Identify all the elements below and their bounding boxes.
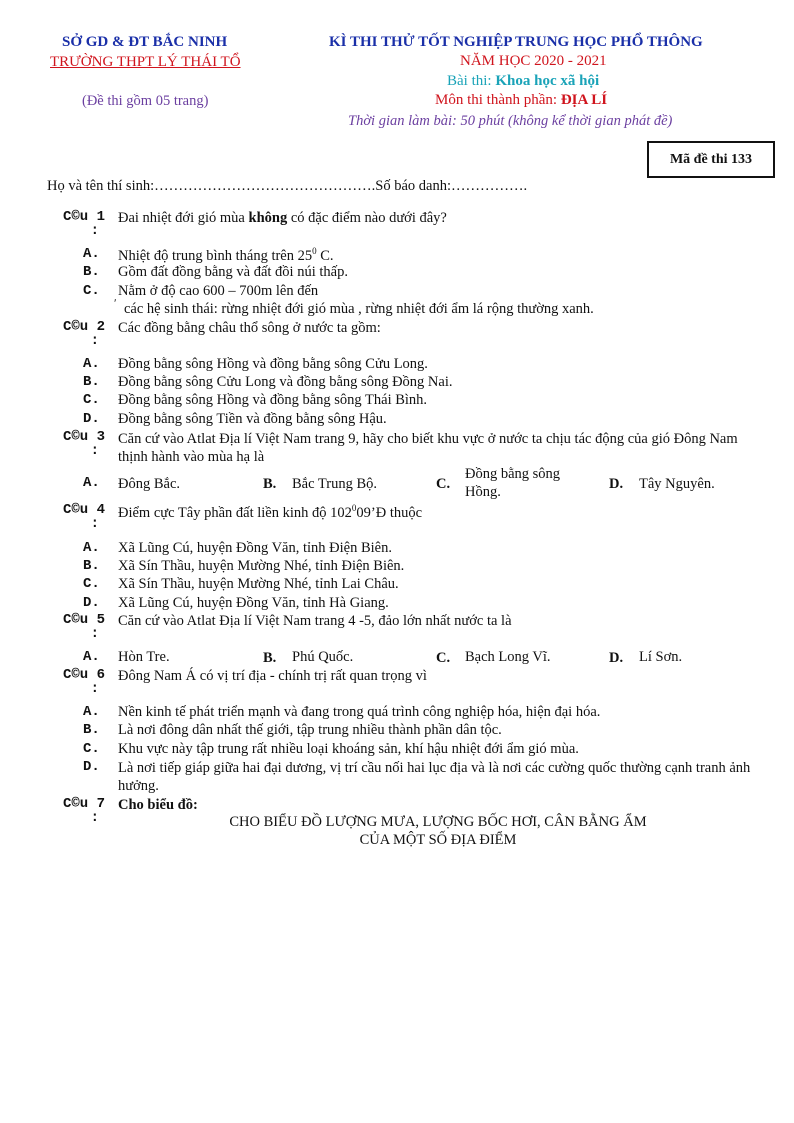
exam-line (447, 73, 599, 90)
question-prefix: C©u (62, 209, 89, 225)
option-text: Xã Lũng Cú, huyện Đồng Văn, tỉnh Điện Biên. (118, 540, 392, 556)
option-label: D. (83, 411, 100, 427)
option-text: Đông Bắc. (118, 476, 181, 492)
question-label (55, 797, 105, 825)
question-stem: Các đồng bằng châu thổ sông ở nước ta gồm: (118, 320, 381, 336)
stem-part: Đai nhiệt đới gió mùa (118, 210, 249, 226)
option-text: Gồm đất đồng bằng và đất đồi núi thấp. (118, 264, 348, 280)
stem-part: 09’Đ thuộc (356, 504, 423, 521)
question-number: 5 (96, 612, 105, 628)
pages-note: (Đề thi gồm 05 trang) (82, 93, 209, 109)
option-text: Đồng bằng sông Hồng và đồng bằng sông Thái Bình. (118, 392, 428, 408)
student-info-line: Họ và tên thí sinh:……………………………………….Số báo danh:……………. (47, 178, 528, 194)
question-number: 3 (96, 429, 105, 445)
degree-sup: 0 (312, 246, 317, 256)
degree-sup: 0 (351, 503, 357, 513)
question-number: 2 (96, 319, 105, 335)
question-prefix: C©u (62, 319, 89, 335)
option-text: Xã Sín Thầu, huyện Mường Nhé, tỉnh Lai Châu. (118, 576, 399, 592)
question-stem: Cho biểu đồ: (118, 797, 198, 813)
question-label (55, 430, 105, 458)
question-colon: : (90, 443, 99, 459)
option-label: A. (83, 540, 100, 556)
option-label: C. (83, 392, 100, 408)
question-stem (118, 210, 447, 227)
option-text: Lí Sơn. (639, 649, 683, 665)
option-text: Bắc Trung Bộ. (292, 476, 378, 492)
option-text (118, 246, 334, 265)
option-text: Xã Lũng Cú, huyện Đồng Văn, tỉnh Hà Giang. (118, 595, 389, 611)
school-year: NĂM HỌC 2020 - 2021 (460, 53, 607, 69)
time-note: Thời gian làm bài: 50 phút (không kể thời gian phát đề) (348, 113, 673, 129)
option-text: Khu vực này tập trung rất nhiều loại khoáng sản, khí hậu nhiệt đới ẩm gió mùa. (118, 741, 579, 757)
chart-title-line: CỦA MỘT SỐ ĐỊA ĐIỂM (359, 832, 517, 848)
option-label: C. (436, 476, 451, 492)
question-stem: Căn cứ vào Atlat Địa lí Việt Nam trang 9, hãy cho biết khu vực ở nước ta chịu tác động của gió Đông Nam thịnh hành vào mùa hạ là (118, 431, 738, 465)
dept-name: SỞ GD & ĐT BẮC NINH (62, 34, 228, 50)
option-label: D. (83, 759, 100, 775)
option-text: Là nơi tiếp giáp giữa hai đại dương, vị trí cầu nối hai lục địa và là nơi các cường quốc thường cạnh tranh ảnh hưởng. (118, 760, 751, 794)
option-label: B. (83, 722, 100, 738)
question-label (55, 613, 105, 641)
option-label: A. (83, 704, 100, 720)
option-text: Là nơi đông dân nhất thế giới, tập trung nhiều thành phần dân tộc. (118, 722, 502, 738)
question-colon: : (90, 223, 99, 239)
option-part: C. (316, 247, 334, 264)
question-colon: : (90, 810, 99, 826)
option-text: Đồng bằng sông Tiền và đồng bằng sông Hậu. (118, 411, 387, 427)
exam-subject: Khoa học xã hội (495, 73, 600, 89)
school-name: TRƯỜNG THPT LÝ THÁI TỔ (50, 54, 241, 70)
exam-code-box (647, 141, 775, 178)
question-label (55, 210, 105, 238)
option-text: Đồng bằng sông Cửu Long và đồng bằng sông Đồng Nai. (118, 374, 453, 390)
component-line (435, 92, 607, 109)
option-label: B. (263, 650, 277, 666)
option-label: A. (83, 475, 100, 491)
option-label: D. (83, 595, 100, 611)
component-subject: ĐỊA LÍ (560, 92, 608, 108)
option-text: Tây Nguyên. (639, 476, 715, 492)
question-number: 6 (96, 667, 105, 683)
question-colon: : (90, 516, 99, 532)
option-label: C. (83, 283, 100, 299)
option-label: D. (609, 476, 624, 492)
question-number: 1 (96, 209, 105, 225)
option-text: các hệ sinh thái: rừng nhiệt đới gió mùa , rừng nhiệt đới ẩm lá rộng thường xanh. (124, 301, 594, 317)
option-text: Bạch Long Vĩ. (465, 649, 551, 665)
question-prefix: C©u (62, 612, 89, 628)
option-text: Đồng bằng sông (465, 466, 561, 482)
component-label: Môn thi thành phần: (435, 92, 561, 108)
option-label: C. (83, 741, 100, 757)
exam-code: Mã đề thi 133 (669, 151, 753, 167)
stem-bold: không (248, 210, 288, 226)
question-stem (118, 503, 422, 522)
option-text: Nền kinh tế phát triển mạnh và đang trong quá trình công nghiệp hóa, hiện đại hóa. (118, 704, 601, 720)
question-number: 4 (96, 502, 105, 518)
exam-label: Bài thi: (447, 73, 496, 89)
option-text: Xã Sín Thầu, huyện Mường Nhé, tỉnh Điện Biên. (118, 558, 405, 574)
option-label: A. (83, 649, 100, 665)
option-label: A. (83, 356, 100, 372)
question-label (55, 668, 105, 696)
option-text: Nằm ở độ cao 600 – 700m lên đến (118, 283, 319, 299)
question-colon: : (90, 681, 99, 697)
question-stem: Đông Nam Á có vị trí địa - chính trị rất quan trọng vì (118, 668, 427, 684)
question-prefix: C©u (62, 796, 89, 812)
option-text: Đồng bằng sông Hồng và đồng bằng sông Cửu Long. (118, 356, 428, 372)
option-label: C. (83, 576, 100, 592)
question-colon: : (90, 333, 99, 349)
option-text: Hồng. (465, 484, 501, 500)
option-label: B. (263, 476, 277, 492)
question-prefix: C©u (62, 667, 89, 683)
option-text: Hòn Tre. (118, 649, 170, 665)
stem-part: Điểm cực Tây phần đất liền kinh độ 102 (118, 504, 352, 521)
question-label (55, 503, 105, 531)
stem-part: có đặc điểm nào dưới đây? (287, 210, 447, 226)
option-label: B. (83, 264, 100, 280)
option-text: Phú Quốc. (292, 649, 354, 665)
option-label: B. (83, 558, 100, 574)
tick-mark: ʹ (114, 296, 117, 310)
exam-title: KÌ THI THỬ TỐT NGHIỆP TRUNG HỌC PHỔ THÔNG (329, 34, 703, 50)
question-stem: Căn cứ vào Atlat Địa lí Việt Nam trang 4 -5, đảo lớn nhất nước ta là (118, 613, 512, 629)
chart-title-line: CHO BIỂU ĐỒ LƯỢNG MƯA, LƯỢNG BỐC HƠI, CÂN BẰNG ẨM (229, 814, 647, 830)
question-prefix: C©u (62, 502, 89, 518)
question-prefix: C©u (62, 429, 89, 445)
option-label: B. (83, 374, 100, 390)
option-label: A. (83, 246, 100, 262)
question-label (55, 320, 105, 348)
option-part: Nhiệt độ trung bình tháng trên 25 (118, 247, 313, 264)
question-colon: : (90, 626, 99, 642)
option-label: D. (609, 650, 624, 666)
option-label: C. (436, 650, 451, 666)
question-number: 7 (96, 796, 105, 812)
